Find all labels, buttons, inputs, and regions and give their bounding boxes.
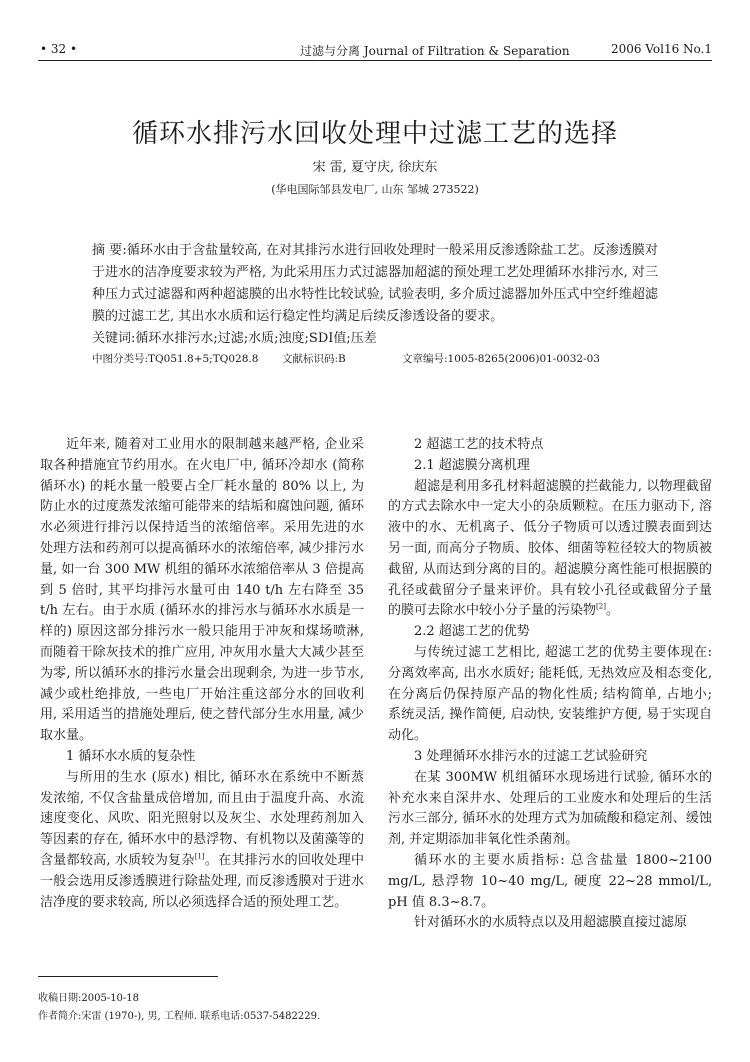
paragraph: 在某 300MW 机组循环水现场进行试验, 循环水的补充水来自深井水、处理后的工业废水和处理后的生活污水三部分, 循环水的处理方式为加硫酸和稳定剂、缓蚀剂, 并定期添加非氧化性杀菌剂。	[388, 769, 712, 848]
received-date: 收稿日期:2005-10-18	[38, 993, 140, 1004]
section-heading: 3 处理循环水排污水的过滤工艺试验研究	[414, 748, 648, 764]
classification-line	[92, 350, 658, 368]
document-code: 文献标识码:B	[282, 353, 346, 365]
subsection-heading: 2.2 超滤工艺的优势	[414, 624, 530, 640]
abstract-text: 循环水由于含盐量较高, 在对其排污水进行回收处理时一般采用反渗透除盐工艺。反渗透膜对于进水的洁净度要求较为严格, 为此采用压力式过滤器加超滤的预处理工艺处理循环水排污水, 对三种压力式过滤器和两种超滤膜的出水特性比较试验, 试验表明, 多介质过滤器加外压式中空纤维超滤膜的过滤工艺, 其出水水质和运行稳定性均满足后续反渗透设备的要求。	[92, 243, 658, 324]
footnotes	[38, 990, 320, 1026]
paragraph: 循环水的主要水质指标: 总含盐量 1800~2100 mg/L, 悬浮物 10~40 mg/L, 硬度 22~28 mmol/L, pH 值 8.3~8.7。	[388, 852, 712, 910]
article-title: 循环水排污水回收处理中过滤工艺的选择	[131, 119, 618, 149]
clc-number: 中图分类号:TQ051.8+5;TQ028.8	[92, 353, 259, 365]
section-heading: 2 超滤工艺的技术特点	[414, 437, 544, 452]
paragraph-text: 。	[605, 603, 619, 619]
paragraph: 与传统过滤工艺相比, 超滤工艺的优势主要体现在: 分离效率高, 出水水质好; 能耗低, 无热效应及相态变化, 在分离后仍保持原产品的物化性质; 结构简单, 占地小; 系统灵活, 操作简便, 启动快, 安装维护方便, 易于实现自动化。	[388, 644, 712, 744]
paragraph-text: 超滤是利用多孔材料超滤膜的拦截能力, 以物理截留的方式去除水中一定大小的杂质颗粒。在压力驱动下, 溶液中的水、无机离子、低分子物质可以透过膜表面到达另一面, 而高分子物质、胶体、细菌等粒径较大的物质被截留, 从而达到分离的目的。超滤膜分离性能可根据膜的孔径或截留分子量来评价。具有较小孔径或截留分子量的膜可去除水中较小分子量的污染物	[388, 478, 712, 619]
keywords-text: 循环水排污水;过滤;水质;浊度;SDI值;压差	[135, 331, 377, 346]
article-number: 文章编号:1005-8265(2006)01-0032-03	[402, 353, 600, 365]
abstract-label: 摘 要:	[92, 243, 127, 258]
citation-ref[interactable]: [2]	[596, 603, 606, 612]
page-number: • 32 •	[40, 42, 78, 56]
issue-info: 2006 Vol16 No.1	[610, 42, 712, 56]
keywords	[92, 328, 658, 350]
right-column	[388, 435, 712, 934]
footnote-divider	[38, 976, 218, 977]
paragraph	[388, 477, 712, 623]
left-column	[40, 435, 364, 913]
abstract	[92, 240, 658, 328]
section-heading: 1 循环水水质的复杂性	[66, 748, 196, 764]
paragraph: 近年来, 随着对工业用水的限制越来越严格, 企业采取各种措施宜节约用水。在火电厂中, 循环冷却水 (简称循环水) 的耗水量一般要占全厂耗水量的 80% 以上, 为防止水的过度蒸发浓缩可能带来的结垢和腐蚀问题, 循环水必须进行排污以保持适当的浓缩倍率。采用先进的水处理方法和药剂可以提高循环水的浓缩倍率, 减少排污水量, 如一台 300 MW 机组的循环水浓缩倍率从 3 倍提高到 5 倍时, 其平均排污水量可由 140 t/h 左右降至 35 t/h 左右。由于水质 (循环水的排污水与循环水水质是一样的) 原因这部分排污水一般只能用于冲灰和煤场喷淋, 而随着干除灰技术的推广应用, 冲灰用水量大大减少甚至为零, 所以循环水的排污水量会出现剩余, 为进一步节水, 减少或杜绝排放, 一些电厂开始注重这部分水的回收利用, 采用适当的措施处理后, 使之替代部分生水用量, 减少取水量。	[40, 437, 364, 744]
journal-name: 过滤与分离 Journal of Filtration & Separation	[300, 44, 570, 58]
author-bio: 作者简介:宋雷 (1970-), 男, 工程师. 联系电话:0537-5482229.	[38, 1011, 321, 1022]
subsection-heading: 2.1 超滤膜分离机理	[414, 457, 530, 473]
paragraph: 针对循环水的水质特点以及用超滤膜直接过滤原	[414, 915, 688, 931]
authors: 宋 雷, 夏守庆, 徐庆东	[312, 160, 438, 175]
paragraph-text: 与所用的生水 (原水) 相比, 循环水在系统中不断蒸发浓缩, 不仅含盐量成倍增加, 而且由于温度升高、水流速度变化、风吹、阳光照射以及灰尘、水处理药剂加入等因素的存在, 循环水中的悬浮物、有机物以及菌藻等的含量都较高, 水质较为复杂	[40, 769, 364, 868]
paragraph-text: 。在其排污水的回收处理中一般会选用反渗透膜进行除盐处理, 而反渗透膜对于进水洁净度的要求较高, 所以必须选择合适的预处理工艺。	[40, 852, 364, 910]
citation-ref[interactable]: [1]	[194, 852, 205, 861]
running-header	[38, 40, 712, 61]
paragraph	[40, 768, 364, 914]
abstract-block	[92, 240, 658, 368]
keywords-label: 关键词:	[92, 331, 136, 346]
affiliation: (华电国际邹县发电厂, 山东 邹城 273522)	[271, 183, 479, 196]
